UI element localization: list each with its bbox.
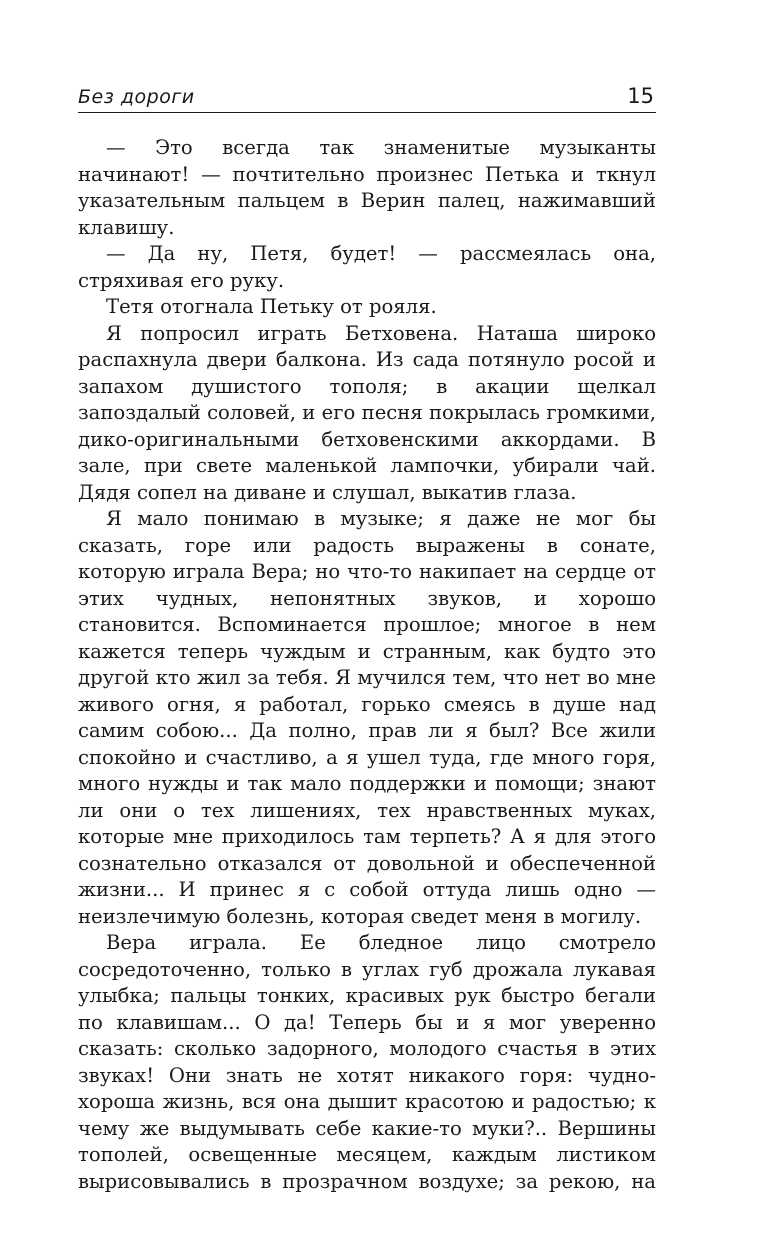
paragraph: — Это всегда так знаменитые музыканты начинают! — почтительно произнес Петька и ткнул указательным пальцем в Верин палец, нажимавший клавишу. <box>78 136 656 239</box>
paragraph: Тетя отогнала Петьку от рояля. <box>106 295 437 318</box>
paragraph: Вера играла. Ее бледное лицо смотрело сосредоточенно, только в углах губ дрожала лукавая улыбка; пальцы тонких, красивых рук быстро бегали по клавишам... О да! Теперь бы и я мог уверенно сказать: сколько задорного, молодого счастья в этих звуках! Они знать не хотят никакого горя: чудно-хороша жизнь, вся она дышит красотою и радостью; к чему же выдумывать себе какие-то муки?.. Вершины тополей, освещенные месяцем, каждым листиком вырисовывались в прозрачном воздухе; за рекою, на <box>78 931 656 1193</box>
text-body <box>78 135 656 1195</box>
page-header <box>78 84 656 113</box>
page-number: 15 <box>627 84 654 108</box>
running-title: Без дороги <box>78 86 195 108</box>
paragraph: Я попросил играть Бетховена. Наташа широко распахнула двери балкона. Из сада потянуло росой и запахом душистого тополя; в акации щелкал запоздалый соловей, и его песня покрылась громкими, дико-оригинальными бетховенскими аккордами. В зале, при свете маленькой лампочки, убирали чай. Дядя сопел на диване и слушал, выкатив глаза. <box>78 321 656 504</box>
paragraph: Я мало понимаю в музыке; я даже не мог бы сказать, горе или радость выражены в сонате, которую играла Вера; но что-то накипает на сердце от этих чудных, непонятных звуков, и хорошо становится. Вспоминается прошлое; многое в нем кажется теперь чуждым и странным, как будто это другой кто жил за тебя. Я мучился тем, что нет во мне живого огня, я работал, горько смеясь в душе над самим собою... Да полно, прав ли я был? Все жили спокойно и счастливо, а я ушел туда, где много горя, много нужды и так мало поддержки и помощи; знают ли они о тех лишениях, тех нравственных муках, которые мне приходилось там терпеть? А я для этого сознательно отказался от довольной и обеспеченной жизни... И принес я с собой оттуда лишь одно — неизлечимую болезнь, которая сведет меня в могилу. <box>78 507 656 928</box>
paragraph: — Да ну, Петя, будет! — рассмеялась она, стряхивая его руку. <box>78 242 656 292</box>
